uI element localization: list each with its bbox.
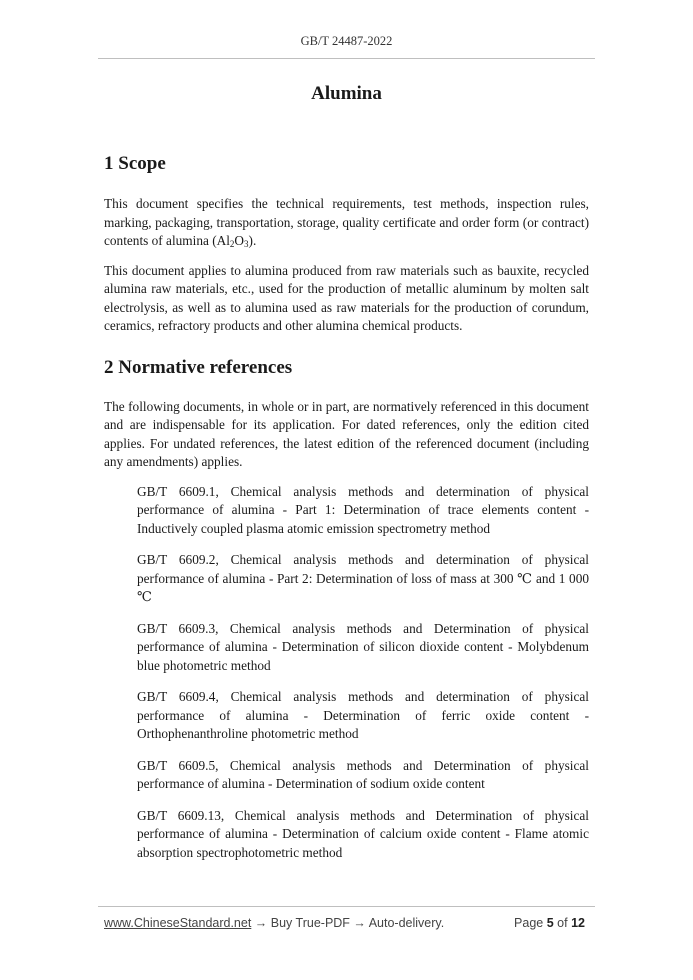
reference-item: GB/T 6609.2, Chemical analysis methods and determination of physical performance of alumina - Part 2: Determination of loss of mass at 300 ℃ and 1 000 ℃ [137, 552, 589, 604]
reference-item: GB/T 6609.3, Chemical analysis methods and Determination of physical performance of alumina - Determination of silicon dioxide content - Molybdenum blue photometric method [137, 620, 589, 673]
normative-references-intro: The following documents, in whole or in part, are normatively referenced in this document and are indispensable for its application. For dated references, only the edition cited applies. For undated references, the latest edition of the referenced document (including any amendments) applies. [104, 398, 589, 469]
section-heading-normative-references: 2 Normative references [104, 356, 293, 378]
reference-item: GB/T 6609.1, Chemical analysis methods and determination of physical performance of alumina - Part 1: Determination of trace elements content - Inductively coupled plasma atomic emission spectrometry method [137, 483, 589, 536]
standard-code: GB/T 24487-2022 [300, 34, 393, 48]
document-body [104, 152, 589, 875]
footer-promo-text: → Buy True-PDF → Auto-delivery. [251, 916, 445, 930]
footer-promo [104, 916, 444, 930]
reference-item: GB/T 6609.5, Chemical analysis methods and Determination of physical performance of alumina - Determination of sodium oxide content [137, 757, 589, 791]
page-indicator: Page 5 of 12 [514, 916, 585, 930]
document-title: Alumina [311, 83, 382, 104]
current-page-number: 5 [546, 916, 554, 930]
site-link[interactable]: www.ChineseStandard.net [104, 916, 252, 930]
footer-divider [98, 906, 595, 907]
scope-paragraph-1: This document specifies the technical requirements, test methods, inspection rules, marking, packaging, transportation, storage, quality certificate and order form (or contract) contents of alumina $(Al_2O_3)$. [104, 196, 589, 249]
reference-list [137, 483, 589, 863]
reference-item: GB/T 6609.13, Chemical analysis methods and Determination of physical performance of alumina - Determination of calcium oxide content - Flame atomic absorption spectrophotometric method [137, 807, 589, 860]
header-divider [98, 58, 595, 59]
reference-item: GB/T 6609.4, Chemical analysis methods and determination of physical performance of alumina - Determination of ferric oxide content - Orthophenanthroline photometric method [137, 689, 589, 741]
total-pages: 12 [571, 916, 585, 930]
scope-paragraph-2: This document applies to alumina produced from raw materials such as bauxite, recycled alumina raw materials, etc., used for the production of metallic aluminum by molten salt electrolysis, as well as to alumina used as raw materials for the production of corundum, ceramics, refractory products and other alumina chemical products. [104, 262, 589, 333]
page-header [0, 34, 693, 49]
section-heading-scope: 1 Scope [104, 153, 166, 174]
